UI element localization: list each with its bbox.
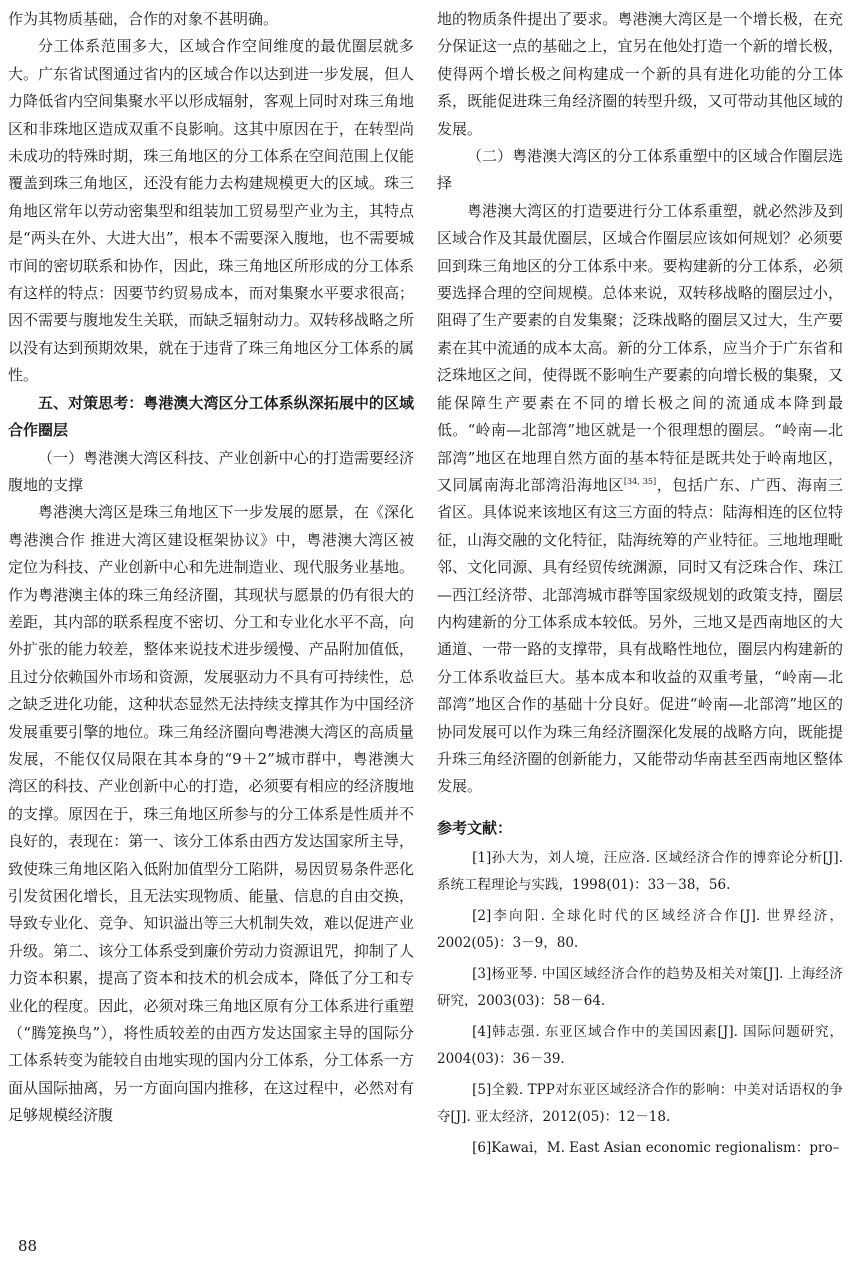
left-column <box>8 6 414 1130</box>
citation-superscript: [34, 35] <box>623 476 657 486</box>
reference-item: [4]韩志强. 东亚区域合作中的美国因素[J]. 国际问题研究，2004(03)：36－39. <box>437 1023 843 1067</box>
right-column <box>437 6 843 1166</box>
paragraph <box>437 198 843 801</box>
paragraph-text: ，包括广东、广西、海南三省区。具体说来该地区有这三方面的特点：陆海相连的区位特征，山海交融的文化特征，陆海统筹的产业特征。三地地理毗邻、文化同源、具有经贸传统渊源，同时又有泛珠合作、珠江—西江经济带、北部湾城市群等国家级规划的政策支持，圈层内构建新的分工体系成本较低。另外，三地又是西南地区的大通道、一带一路的支撑带，具有战略性地位，圈层内构建新的分工体系收益巨大。基本成本和收益的双重考量，“岭南—北部湾”地区合作的基础十分良好。促进“岭南—北部湾”地区的协同发展可以作为珠三角经济圈深化发展的战略方向，既能提升珠三角经济圈的创新能力，又能带动华南甚至西南地区整体发展。 <box>437 475 843 796</box>
references-title: 参考文献： <box>437 818 513 837</box>
page-number: 88 <box>18 1237 38 1255</box>
reference-item: [2]李向阳. 全球化时代的区域经济合作[J]. 世界经济，2002(05)：3－9，80. <box>437 907 843 951</box>
paragraph: 地的物质条件提出了要求。粤港澳大湾区是一个增长极，在充分保证这一点的基础之上，宜另在他处打造一个新的增长极，使得两个增长极之间构建成一个新的具有进化功能的分工体系，既能促进珠三角经济圈的转型升级，又可带动其他区域的发展。 <box>437 10 843 138</box>
paragraph: 作为其物质基础，合作的对象不甚明确。 <box>8 10 279 28</box>
paragraph: 分工体系范围多大，区域合作空间维度的最优圈层就多大。广东省试图通过省内的区域合作以达到进一步发展，但人力降低省内空间集聚水平以形成辐射，客观上同时对珠三角地区和非珠地区造成双重不良影响。这其中原因在于，在转型尚未成功的特殊时期，珠三角地区的分工体系在空间范围上仅能覆盖到珠三角地区，还没有能力去构建规模更大的区域。珠三角地区常年以劳动密集型和组装加工贸易型产业为主，其特点是“两头在外、大进大出”，根本不需要深入腹地，也不需要城市间的密切联系和协作，因此，珠三角地区所形成的分工体系有这样的特点：因要节约贸易成本，而对集聚水平要求很高；因不需要与腹地发生关联，而缺乏辐射动力。双转移战略之所以没有达到预期效果，就在于违背了珠三角地区分工体系的属性。 <box>8 37 414 385</box>
subsection-heading: （二）粤港澳大湾区的分工体系重塑中的区域合作圈层选择 <box>437 147 843 193</box>
references-list <box>437 845 843 1162</box>
paragraph: 粤港澳大湾区是珠三角地区下一步发展的愿景，在《深化粤港澳合作 推进大湾区建设框架协议》中，粤港澳大湾区被定位为科技、产业创新中心和先进制造业、现代服务业基地。作为粤港澳主体的珠三角经济圈，其现状与愿景的仍有很大的差距，其内部的联系程度不密切、分工和专业化水平不高，向外扩张的能力较差，整体来说技术进步缓慢、产品附加值低，且过分依赖国外市场和资源，发展驱动力不具有可持续性，总之缺乏进化功能，这种状态显然无法持续支撑其作为中国经济发展重要引擎的地位。珠三角经济圈向粤港澳大湾区的高质量发展，不能仅仅局限在其本身的“9＋2”城市群中，粤港澳大湾区的科技、产业创新中心的打造，必须要有相应的经济腹地的支撑。原因在于，珠三角地区所参与的分工体系是性质并不良好的，表现在：第一、该分工体系由西方发达国家所主导，致使珠三角地区陷入低附加值型分工陷阱，易因贸易条件恶化引发贫困化增长，且无法实现物质、能量、信息的自由交换，导致专业化、竞争、知识溢出等三大机制失效，难以促进产业升级。第二、该分工体系受到廉价劳动力资源诅咒，抑制了人力资本积累，提高了资本和技术的机会成本，降低了分工和专业化的程度。因此，必须对珠三角地区原有分工体系进行重塑（“腾笼换鸟”），将性质较差的由西方发达国家主导的国际分工体系转变为能较自由地实现的国内分工体系，分工体系一方面从国际抽离，另一方面向国内推移，在这过程中，必然对有足够规模经济腹 <box>8 503 414 1125</box>
section-heading: 五、对策思考：粤港澳大湾区分工体系纵深拓展中的区域合作圈层 <box>8 393 414 440</box>
reference-item: [3]杨亚琴. 中国区域经济合作的趋势及相关对策[J]. 上海经济研究，2003(03)：58－64. <box>437 965 843 1009</box>
reference-item: [1]孙大为，刘人境，汪应洛. 区域经济合作的博弈论分析[J]. 系统工程理论与实践，1998(01)：33－38，56. <box>437 849 843 893</box>
reference-item: [6]Kawai，M. East Asian economic regionalism：pro– <box>472 1139 840 1156</box>
reference-item: [5]全毅. TPP对东亚区域经济合作的影响：中美对话语权的争夺[J]. 亚太经济，2012(05)：12－18. <box>437 1081 843 1125</box>
paragraph-text: 粤港澳大湾区的打造要进行分工体系重塑，就必然涉及到区域合作及其最优圈层，区域合作圈层应该如何规划？必须要回到珠三角地区的分工体系中来。要构建新的分工体系，必须要选择合理的空间规模。总体来说，双转移战略的圈层过小，阻碍了生产要素的自发集聚；泛珠战略的圈层又过大，生产要素在其中流通的成本太高。新的分工体系，应当介于广东省和泛珠地区之间，使得既不影响生产要素的向增长极的集聚，又能保障生产要素在不同的增长极之间的流通成本降到最低。“岭南—北部湾”地区就是一个很理想的圈层。“岭南—北部湾”地区在地理自然方面的基本特征是既共处于岭南地区，又同属南海北部湾沿海地区 <box>437 201 843 494</box>
subsection-heading: （一）粤港澳大湾区科技、产业创新中心的打造需要经济腹地的支撑 <box>8 448 414 494</box>
